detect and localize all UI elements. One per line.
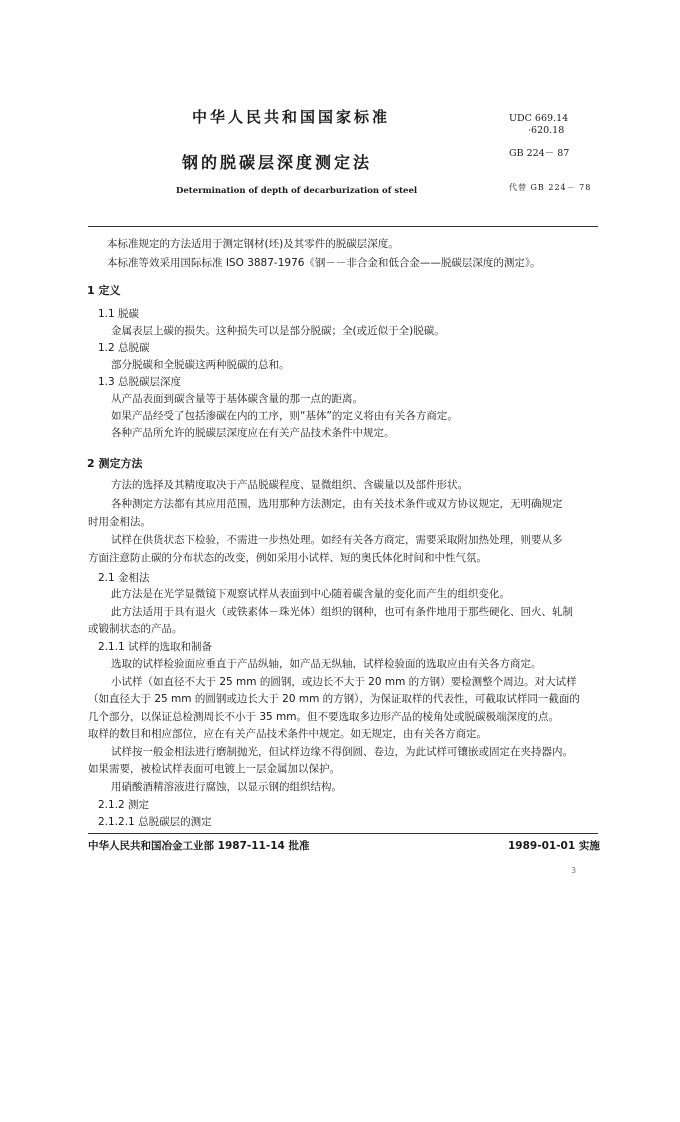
section-2-p3-line2: 方面注意防止碳的分布状态的改变，例如采用小试样、短的奥氏体化时间和中性气氛。 [88, 552, 487, 564]
section-1-3-line-2: 如果产品经受了包括渗碳在内的工序，则“基体”的定义将由有关各方商定。 [111, 410, 458, 422]
section-2-1-1-p3-line1: 试样按一般金相法进行磨制抛光，但试样边缘不得倒圆、卷边，为此试样可镶嵌或固定在夹持器内。 [111, 746, 573, 758]
intro-line-2: 本标准等效采用国际标准 ISO 3887-1976《钢－－非合金和低合金——脱碳层深度的测定》。 [107, 257, 541, 269]
section-2-p3-line1: 试样在供货状态下检验，不需进一步热处理。如经有关各方商定，需要采取附加热处理，则要从多 [111, 534, 563, 546]
section-1-3-line-1: 从产品表面到碳含量等于基体碳含量的那一点的距离。 [111, 393, 363, 405]
section-2-1-1-p4: 用硝酸酒精溶液进行腐蚀，以显示钢的组织结构。 [111, 781, 342, 793]
section-2-1-p2-line1: 此方法适用于具有退火（或铁素体－珠光体）组织的钢种，也可有条件地用于那些硬化、回火、轧制 [111, 606, 573, 618]
section-2-1-2-1-heading: 2.1.2.1 总脱碳层的测定 [98, 816, 212, 828]
udc-line1: UDC 669.14 [509, 113, 569, 124]
section-2-1-1-p2-line4: 取样的数目和相应部位，应在有关产品技术条件中规定。如无规定，由有关各方商定。 [88, 728, 487, 740]
section-2-1-1-p2-line2: （如直径大于 25 mm 的圆钢或边长大于 20 mm 的方钢），为保证取样的代表性，可截取试样同一截面的 [88, 693, 580, 705]
section-2-1-1-p1: 选取的试样检验面应垂直于产品纵轴，如产品无纵轴，试样检验面的选取应由有关各方商定。 [111, 658, 542, 670]
gb-number: GB 224－ 87 [509, 148, 570, 159]
section-2-1-p2-line2: 或锻制状态的产品。 [88, 623, 183, 635]
section-1-2-text: 部分脱碳和全脱碳这两种脱碳的总和。 [111, 359, 290, 371]
section-2-1-1-p3-line2: 如果需要，被检试样表面可电镀上一层金属加以保护。 [88, 763, 340, 775]
page-number: 3 [571, 866, 577, 875]
section-2-p1: 方法的选择及其精度取决于产品脱碳程度、显微组织、含碳量以及部件形状。 [111, 479, 468, 491]
section-1-heading: 1 定义 [87, 284, 121, 297]
section-2-1-1-heading: 2.1.1 试样的选取和制备 [98, 641, 213, 653]
section-2-1-1-p2-line1: 小试样（如直径不大于 25 mm 的圆钢，或边长不大于 20 mm 的方钢）要检测整个周边。对大试样 [111, 676, 577, 688]
section-2-heading: 2 测定方法 [87, 457, 143, 470]
section-2-p2-line1: 各种测定方法都有其应用范围，选用那种方法测定，由有关技术条件或双方协议规定，无明确规定 [111, 498, 563, 510]
implementation-date: 1989-01-01 实施 [508, 840, 600, 852]
section-1-3-line-3: 各种产品所允许的脱碳层深度应在有关产品技术条件中规定。 [111, 427, 395, 439]
section-2-1-heading: 2.1 金相法 [98, 572, 150, 584]
intro-line-1: 本标准规定的方法适用于测定钢材(坯)及其零件的脱碳层深度。 [107, 238, 399, 250]
replaces-standard: 代替 GB 224－ 78 [509, 183, 592, 192]
footer-rule [88, 833, 598, 834]
udc-line2: ·620.18 [528, 125, 565, 136]
section-1-1-heading: 1.1 脱碳 [98, 308, 140, 320]
document-title-english: Determination of depth of decarburization of steel [176, 186, 418, 196]
section-2-1-p1: 此方法是在光学显微镜下观察试样从表面到中心随着碳含量的变化而产生的组织变化。 [111, 588, 510, 600]
section-2-p2-line2: 时用金相法。 [88, 516, 151, 528]
section-2-1-1-p2-line3: 几个部分，以保证总检测周长不小于 35 mm。但不要选取多边形产品的棱角处或脱碳极端深度的点。 [88, 711, 559, 723]
header-rule [88, 226, 598, 227]
document-title: 钢的脱碳层深度测定法 [182, 153, 373, 172]
standard-title: 中华人民共和国国家标准 [192, 108, 391, 126]
section-1-1-text: 金属表层上碳的损失。这种损失可以是部分脱碳；全(或近似于全)脱碳。 [111, 325, 445, 337]
approval-info: 中华人民共和国冶金工业部 1987-11-14 批准 [88, 840, 310, 852]
section-1-2-heading: 1.2 总脱碳 [98, 342, 150, 354]
section-2-1-2-heading: 2.1.2 测定 [98, 799, 150, 811]
section-1-3-heading: 1.3 总脱碳层深度 [98, 376, 182, 388]
